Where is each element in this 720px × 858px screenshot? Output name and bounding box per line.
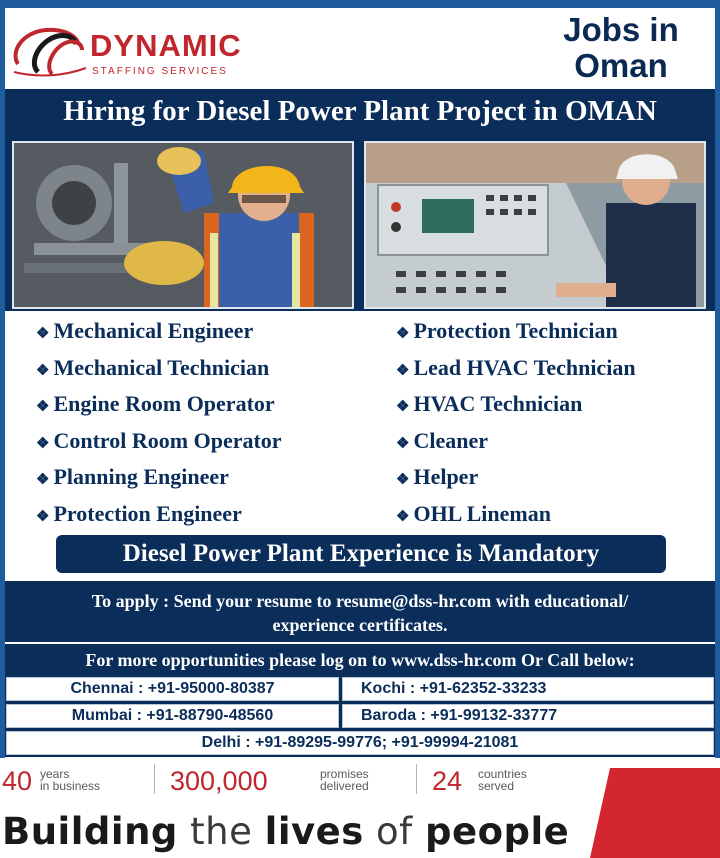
- frame-right: [715, 8, 720, 758]
- position-label: Protection Engineer: [53, 500, 242, 526]
- stat-divider: [416, 764, 417, 794]
- brand-subtitle: STAFFING SERVICES: [92, 66, 228, 77]
- stat-divider: [154, 764, 155, 794]
- position-item: [396, 353, 636, 390]
- positions-list-left: [36, 316, 282, 535]
- hiring-headline: Hiring for Diesel Power Plant Project in OMAN: [63, 95, 657, 127]
- position-item: [36, 316, 282, 353]
- footer: [0, 758, 720, 858]
- bullet-icon: ❖: [36, 326, 50, 342]
- position-item: [396, 499, 636, 536]
- bullet-icon: ❖: [396, 435, 410, 452]
- position-item: [36, 389, 282, 426]
- position-item: [36, 462, 282, 499]
- tagline-word: lives: [264, 810, 364, 853]
- photo-mechanic: [12, 141, 354, 309]
- top-stripe: [0, 0, 720, 8]
- tagline-word: of: [376, 810, 413, 853]
- tagline: [2, 810, 569, 854]
- company-logo: [8, 22, 248, 82]
- worker-illustration-icon: [14, 143, 352, 307]
- contact-baroda[interactable]: Baroda : +91-99132-33777: [342, 704, 714, 728]
- photo-control-room: [364, 141, 706, 309]
- tagline-word: people: [424, 810, 570, 853]
- bullet-icon: ❖: [396, 399, 410, 415]
- apply-line-1: To apply : Send your resume to resume@dss-hr.com with educational/: [91, 591, 629, 611]
- jobs-line-2: Oman: [574, 47, 668, 84]
- position-label: Lead HVAC Technician: [413, 354, 636, 380]
- position-label: Planning Engineer: [53, 464, 229, 489]
- bullet-icon: ❖: [36, 435, 50, 452]
- position-item: [396, 462, 636, 499]
- position-label: Protection Technician: [413, 318, 618, 343]
- position-item: [396, 389, 636, 426]
- tagline-word: Building: [2, 810, 178, 853]
- apply-line-2: experience certificates.: [272, 615, 448, 635]
- position-item: [36, 426, 282, 463]
- position-label: OHL Lineman: [413, 500, 551, 526]
- position-label: Engine Room Operator: [53, 391, 275, 416]
- stat-years: [2, 766, 152, 796]
- stat-caption-top: promises: [320, 767, 369, 781]
- stat-caption-top: years: [40, 767, 70, 781]
- stat-countries: [432, 766, 562, 796]
- position-label: Mechanical Engineer: [53, 318, 254, 343]
- more-opportunities-text: For more opportunities please log on to www.dss-hr.com Or Call below:: [85, 650, 635, 670]
- positions-list-right: [396, 316, 636, 535]
- position-label: HVAC Technician: [413, 391, 583, 416]
- position-label: Cleaner: [413, 427, 488, 453]
- red-corner-graphic-icon: [590, 768, 720, 858]
- bullet-icon: ❖: [36, 362, 50, 379]
- contact-chennai[interactable]: Chennai : +91-95000-80387: [6, 677, 339, 701]
- tagline-word: the: [190, 810, 253, 853]
- position-label: Control Room Operator: [53, 427, 282, 453]
- contact-kochi[interactable]: Kochi : +91-62352-33233: [342, 677, 714, 701]
- jobs-location-title: [536, 12, 706, 84]
- stat-number: 40: [2, 766, 33, 796]
- stat-caption-top: countries: [478, 767, 527, 781]
- position-label: Helper: [413, 464, 479, 489]
- bullet-icon: ❖: [36, 399, 50, 415]
- contact-delhi[interactable]: Delhi : +91-89295-99776; +91-99994-21081: [6, 731, 714, 755]
- position-label: Mechanical Technician: [53, 354, 270, 380]
- apply-instructions: [10, 589, 710, 637]
- position-item: [396, 316, 636, 353]
- stat-number: 300,000: [170, 766, 268, 796]
- position-item: [396, 426, 636, 463]
- stat-caption-bottom: served: [478, 779, 515, 793]
- jobs-line-1: Jobs in: [563, 11, 679, 48]
- brand-name: DYNAMIC: [90, 28, 242, 63]
- mandatory-requirement-banner: Diesel Power Plant Experience is Mandatory: [56, 535, 666, 573]
- bullet-icon: ❖: [396, 326, 410, 342]
- bullet-icon: ❖: [396, 472, 410, 488]
- bullet-icon: ❖: [396, 362, 410, 379]
- logo-swoosh-icon: [8, 22, 88, 80]
- position-item: [36, 499, 282, 536]
- stat-number: 24: [432, 766, 463, 796]
- bullet-icon: ❖: [36, 472, 50, 488]
- bullet-icon: ❖: [396, 508, 410, 525]
- stat-caption-bottom: delivered: [320, 779, 369, 793]
- bullet-icon: ❖: [36, 508, 50, 525]
- operator-illustration-icon: [366, 143, 704, 307]
- contact-mumbai[interactable]: Mumbai : +91-88790-48560: [6, 704, 339, 728]
- position-item: [36, 353, 282, 390]
- divider: [5, 642, 715, 644]
- stat-promises: [170, 766, 420, 796]
- stat-caption-bottom: in business: [40, 779, 101, 793]
